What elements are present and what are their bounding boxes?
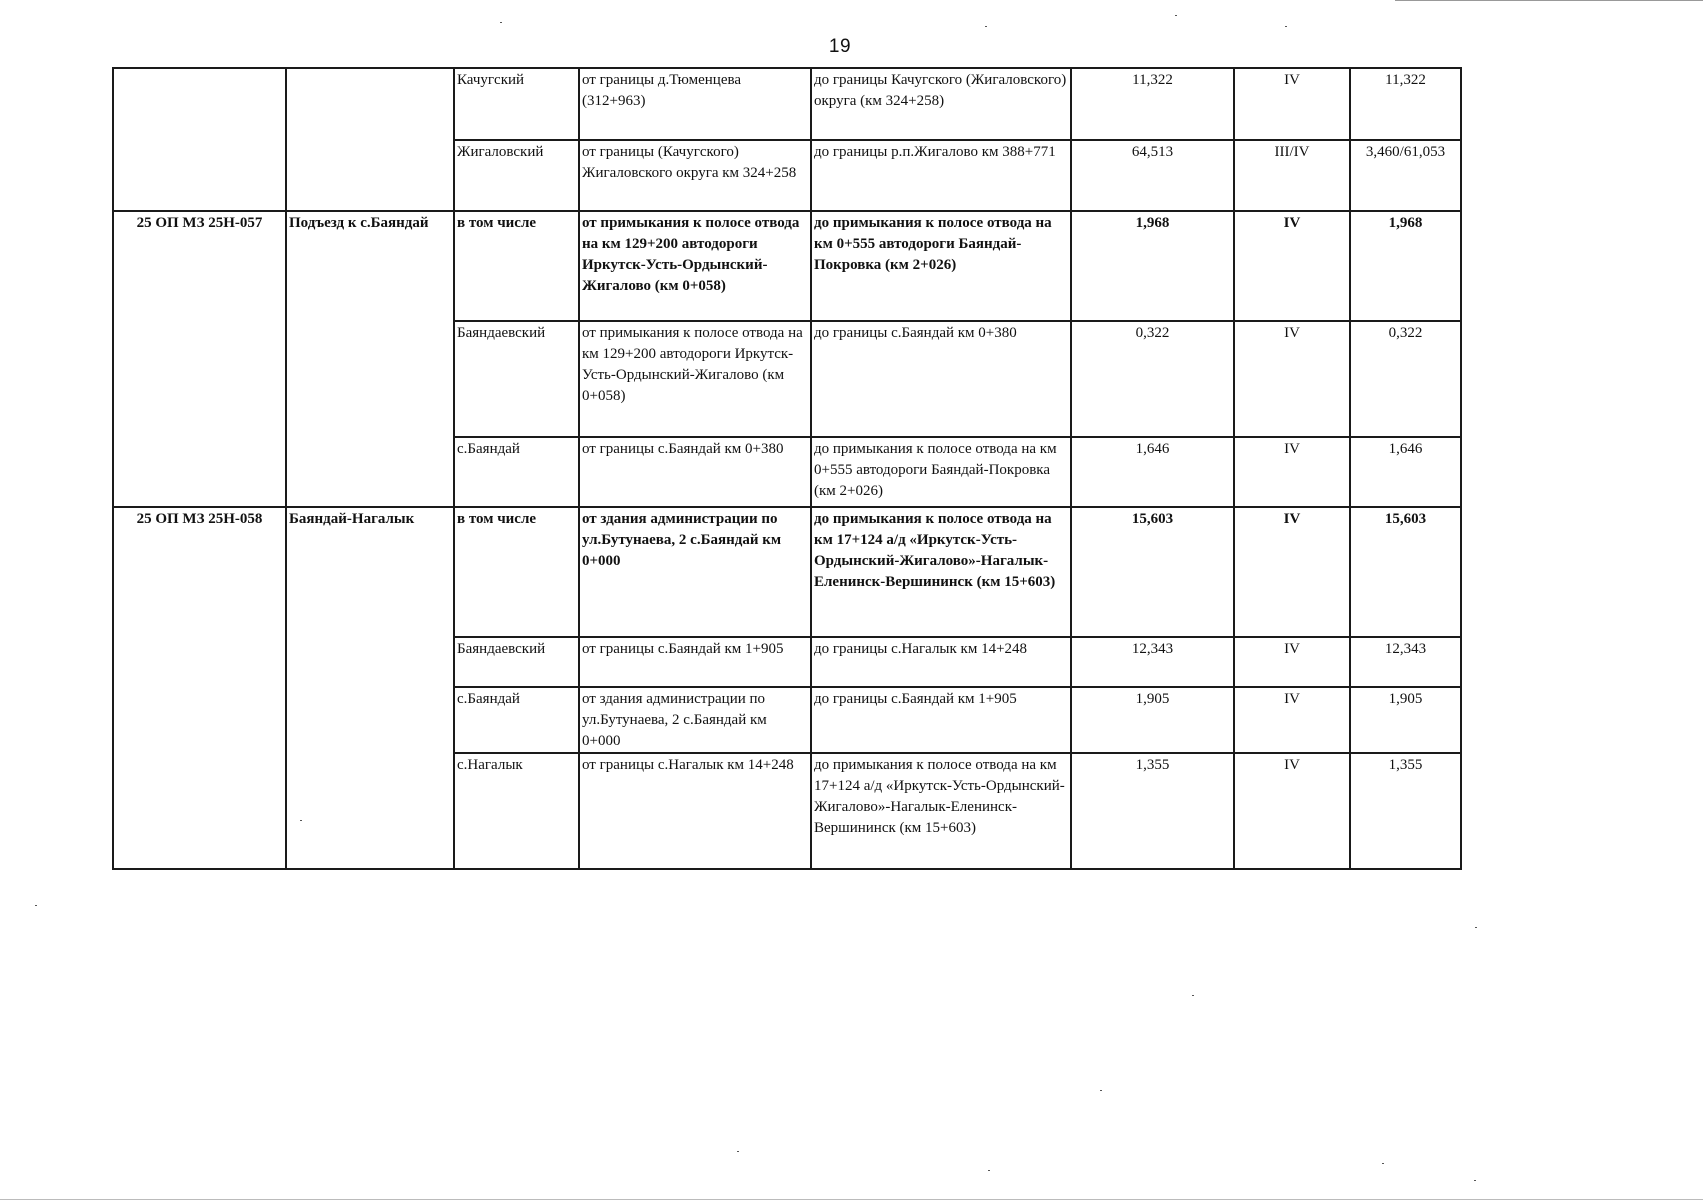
road-code-cell (113, 140, 286, 211)
surface-cell: 3,460/61,053 (1350, 140, 1461, 211)
surface-cell: 15,603 (1350, 507, 1461, 637)
category-cell: IV (1234, 753, 1350, 869)
road-name-cell (286, 140, 454, 211)
table-row (113, 140, 1461, 211)
road-name-cell: Баяндай-Нагалык (286, 507, 454, 869)
from-cell: от границы (Качугского) Жигаловского округа км 324+258 (579, 140, 811, 211)
category-cell: IV (1234, 68, 1350, 140)
district-cell: с.Баяндай (454, 437, 579, 507)
to-cell: до границы р.п.Жигалово км 388+771 (811, 140, 1071, 211)
to-cell: до примыкания к полосе отвода на км 17+124 а/д «Иркутск-Усть-Ордынский-Жигалово»-Нагалык-Еленинск-Вершининск (км 15+603) (811, 753, 1071, 869)
surface-cell: 1,355 (1350, 753, 1461, 869)
scan-speck (985, 26, 987, 27)
category-cell: IV (1234, 507, 1350, 637)
from-cell: от здания администрации по ул.Бутунаева, 2 с.Баяндай км 0+000 (579, 687, 811, 753)
scan-speck (1100, 1090, 1102, 1091)
district-cell: с.Нагалык (454, 753, 579, 869)
to-cell: до границы Качугского (Жигаловского) округа (км 324+258) (811, 68, 1071, 140)
length-cell: 11,322 (1071, 68, 1234, 140)
scan-speck (1475, 927, 1477, 928)
to-cell: до примыкания к полосе отвода на км 0+555 автодороги Баяндай-Покровка (км 2+026) (811, 211, 1071, 321)
scan-speck (1192, 995, 1194, 996)
to-cell: до границы с.Баяндай км 0+380 (811, 321, 1071, 437)
from-cell: от здания администрации по ул.Бутунаева, 2 с.Баяндай км 0+000 (579, 507, 811, 637)
to-cell: до границы с.Баяндай км 1+905 (811, 687, 1071, 753)
category-cell: IV (1234, 637, 1350, 687)
roads-table (112, 67, 1462, 870)
scan-speck (300, 820, 302, 821)
from-cell: от примыкания к полосе отвода на км 129+200 автодороги Иркутск-Усть-Ордынский-Жигалово (км 0+058) (579, 321, 811, 437)
scan-speck (988, 1170, 990, 1171)
road-code-cell: 25 ОП МЗ 25Н-058 (113, 507, 286, 869)
to-cell: до примыкания к полосе отвода на км 17+124 а/д «Иркутск-Усть-Ордынский-Жигалово»-Нагалык-Еленинск-Вершининск (км 15+603) (811, 507, 1071, 637)
scan-speck (1474, 1180, 1476, 1181)
from-cell: от границы с.Нагалык км 14+248 (579, 753, 811, 869)
category-cell: III/IV (1234, 140, 1350, 211)
length-cell: 1,355 (1071, 753, 1234, 869)
category-cell: IV (1234, 437, 1350, 507)
length-cell: 0,322 (1071, 321, 1234, 437)
scan-speck (1382, 1163, 1384, 1164)
district-cell: с.Баяндай (454, 687, 579, 753)
scan-speck (35, 905, 37, 906)
table-row (113, 211, 1461, 321)
length-cell: 64,513 (1071, 140, 1234, 211)
from-cell: от границы с.Баяндай км 0+380 (579, 437, 811, 507)
district-cell: в том числе (454, 507, 579, 637)
surface-cell: 12,343 (1350, 637, 1461, 687)
from-cell: от границы д.Тюменцева (312+963) (579, 68, 811, 140)
road-name-cell: Подъезд к с.Баяндай (286, 211, 454, 507)
scan-speck (1175, 15, 1177, 16)
from-cell: от примыкания к полосе отвода на км 129+200 автодороги Иркутск-Усть-Ордынский-Жигалово (км 0+058) (579, 211, 811, 321)
scan-speck (1285, 26, 1287, 27)
road-name-cell (286, 68, 454, 140)
surface-cell: 1,646 (1350, 437, 1461, 507)
length-cell: 12,343 (1071, 637, 1234, 687)
surface-cell: 11,322 (1350, 68, 1461, 140)
to-cell: до примыкания к полосе отвода на км 0+555 автодороги Баяндай-Покровка (км 2+026) (811, 437, 1071, 507)
category-cell: IV (1234, 687, 1350, 753)
surface-cell: 1,905 (1350, 687, 1461, 753)
district-cell: в том числе (454, 211, 579, 321)
to-cell: до границы с.Нагалык км 14+248 (811, 637, 1071, 687)
from-cell: от границы с.Баяндай км 1+905 (579, 637, 811, 687)
scan-edge-line (1395, 0, 1703, 1)
scan-speck (500, 22, 502, 23)
table-row (113, 68, 1461, 140)
length-cell: 1,905 (1071, 687, 1234, 753)
road-code-cell: 25 ОП МЗ 25Н-057 (113, 211, 286, 507)
district-cell: Баяндаевский (454, 321, 579, 437)
road-code-cell (113, 68, 286, 140)
category-cell: IV (1234, 211, 1350, 321)
page-number: 19 (828, 36, 852, 57)
district-cell: Баяндаевский (454, 637, 579, 687)
length-cell: 15,603 (1071, 507, 1234, 637)
table-row (113, 507, 1461, 637)
surface-cell: 1,968 (1350, 211, 1461, 321)
category-cell: IV (1234, 321, 1350, 437)
length-cell: 1,968 (1071, 211, 1234, 321)
district-cell: Жигаловский (454, 140, 579, 211)
scan-speck (737, 1151, 739, 1152)
length-cell: 1,646 (1071, 437, 1234, 507)
district-cell: Качугский (454, 68, 579, 140)
surface-cell: 0,322 (1350, 321, 1461, 437)
